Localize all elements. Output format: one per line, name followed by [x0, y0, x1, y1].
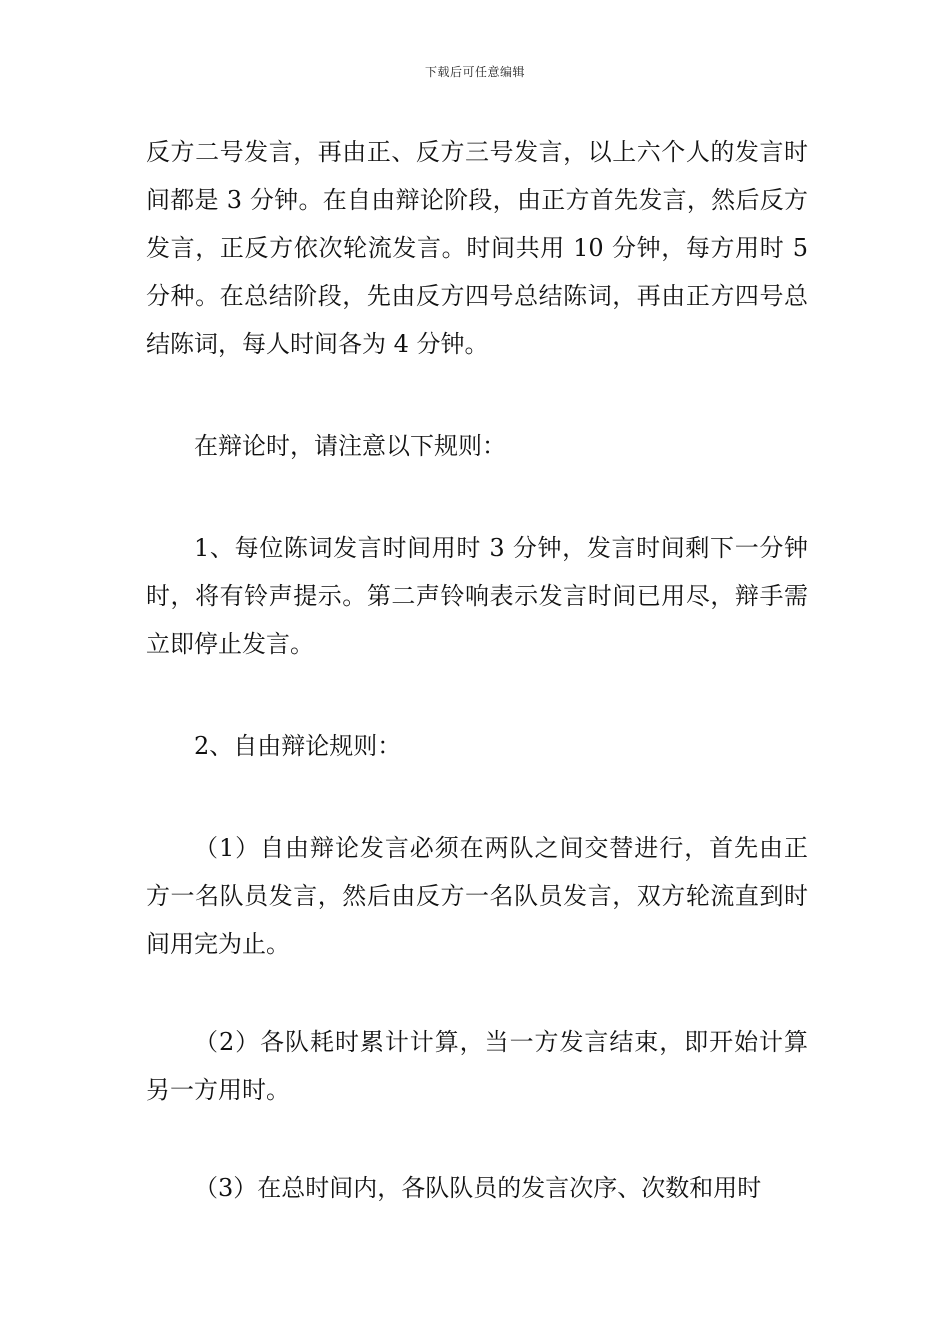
paragraph-rule-2-2: （2）各队耗时累计计算，当一方发言结束，即开始计算另一方用时。: [146, 1028, 808, 1104]
paragraph-rule-1: 1、每位陈词发言时间用时 3 分钟，发言时间剩下一分钟时，将有铃声提示。第二声铃响表示发言时间已用尽，辩手需立即停止发言。: [146, 534, 808, 658]
document-body: [146, 128, 808, 1212]
header-note: 下载后可任意编辑: [424, 65, 525, 79]
paragraph-rule-2-heading: 2、自由辩论规则：: [194, 732, 402, 760]
paragraph-rule-2-3: （3）在总时间内，各队队员的发言次序、次数和用时: [194, 1174, 762, 1202]
paragraph-debate-procedure: 反方二号发言，再由正、反方三号发言，以上六个人的发言时间都是 3 分钟。在自由辩论阶段，由正方首先发言，然后反方发言，正反方依次轮流发言。时间共用 10 分钟，每方用时 5 分种。在总结阶段，先由反方四号总结陈词，再由正方四号总结陈词，每人时间各为 4 分钟。: [146, 138, 808, 358]
paragraph-rule-2-1: （1）自由辩论发言必须在两队之间交替进行，首先由正方一名队员发言，然后由反方一名队员发言，双方轮流直到时间用完为止。: [146, 834, 808, 958]
paragraph-rules-intro: 在辩论时，请注意以下规则：: [194, 432, 506, 460]
